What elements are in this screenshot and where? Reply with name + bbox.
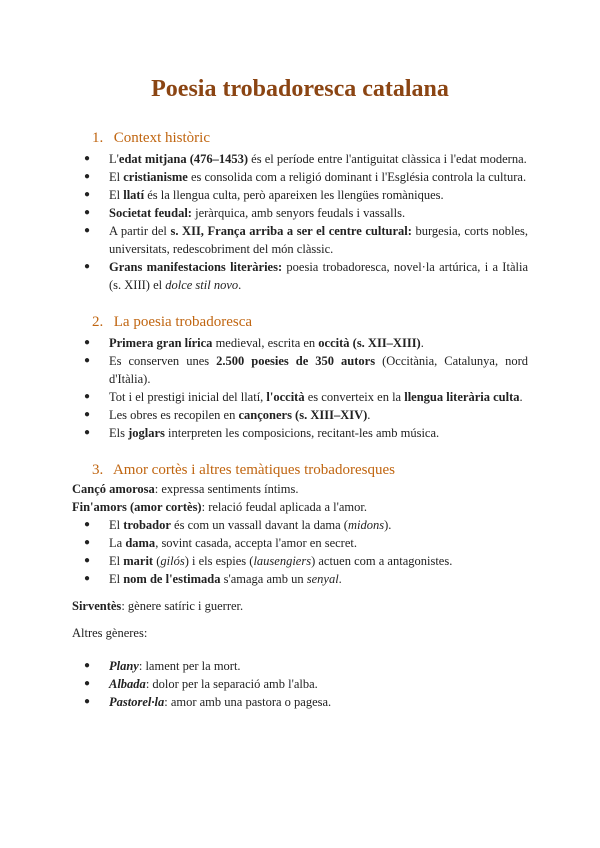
section-title: Amor cortès i altres temàtiques trobadoresques (112, 462, 395, 478)
list-item: ● Els joglars interpreten les composicions, recitant-les amb música. (84, 426, 440, 440)
section-title: La poesia trobadoresca (113, 314, 253, 330)
section-number: 3. (92, 462, 104, 478)
list-item: ● La dama, sovint casada, accepta l'amor en secret. (84, 536, 357, 550)
bullet-icon: ● (84, 225, 91, 236)
list-item: ● El cristianisme es consolida com a religió dominant i l'Església controla la cultura. (84, 170, 527, 184)
bullet-icon: ● (84, 555, 91, 566)
bullet-icon: ● (84, 519, 91, 530)
other-genres-label: Altres gèneres: (72, 626, 148, 640)
canco-paragraph: Cançó amorosa: expressa sentiments íntims. (72, 482, 299, 496)
section-heading-poetry (72, 312, 528, 332)
section-heading-courtly-love (72, 460, 528, 480)
list-item: ● L'edat mitjana (476–1453) és el període entre l'antiguitat clàssica i l'edat moderna. (84, 152, 527, 166)
list-item: ● Tot i el prestigi inicial del llatí, l'occità es converteix en la llengua literària culta. (84, 390, 523, 404)
section-title: Context històric (113, 130, 210, 146)
bullet-icon: ● (84, 409, 91, 420)
bullet-icon: ● (84, 427, 91, 438)
sirventes-paragraph: Sirventès: gènere satíric i guerrer. (72, 599, 244, 613)
bullet-icon: ● (84, 189, 91, 200)
bullet-icon: ● (84, 355, 91, 366)
list-item: ● Pastorel·la: amor amb una pastora o pagesa. (84, 695, 332, 709)
bullet-icon: ● (84, 153, 91, 164)
bullet-icon: ● (84, 537, 91, 548)
bullet-icon: ● (84, 207, 91, 218)
courtly-love-list (72, 516, 528, 588)
list-item: ● Societat feudal: jeràrquica, amb senyors feudals i vassalls. (84, 206, 406, 220)
bullet-icon: ● (84, 660, 91, 671)
list-item: ● El trobador és com un vassall davant la dama (midons). (84, 518, 392, 532)
bullet-icon: ● (84, 171, 91, 182)
list-item: ● Primera gran lírica medieval, escrita en occità (s. XII–XIII). (84, 336, 424, 350)
bullet-icon: ● (84, 337, 91, 348)
bullet-icon: ● (84, 678, 91, 689)
page-title: Poesia trobadoresca catalana (151, 76, 449, 102)
bullet-icon: ● (84, 261, 91, 272)
section-number: 2. (92, 314, 104, 330)
list-item: ● El marit (gilós) i els espies (lausengiers) actuen com a antagonistes. (84, 554, 453, 568)
bullet-icon: ● (84, 391, 91, 402)
section-number: 1. (92, 130, 104, 146)
list-item: ● Albada: dolor per la separació amb l'alba. (84, 677, 318, 691)
section-heading-context (72, 128, 528, 148)
genres-list (72, 657, 528, 711)
list-item: ● Les obres es recopilen en cançoners (s. XIII–XIV). (84, 408, 371, 422)
poetry-list (72, 334, 528, 442)
bullet-icon: ● (84, 696, 91, 707)
list-item: ● Grans manifestacions literàries: poesia trobadoresca, novel·la artúrica, i a Itàlia (s. XIII) el dolce stil novo. (84, 260, 528, 292)
context-list (72, 150, 528, 294)
list-item: ● El nom de l'estimada s'amaga amb un senyal. (84, 572, 342, 586)
list-item: ● Plany: lament per la mort. (84, 659, 241, 673)
list-item: ● Es conserven unes 2.500 poesies de 350 autors (Occitània, Catalunya, nord d'Itàlia). (84, 354, 528, 386)
list-item: ● El llatí és la llengua culta, però apareixen les llengües romàniques. (84, 188, 444, 202)
finamors-paragraph: Fin'amors (amor cortès): relació feudal aplicada a l'amor. (72, 500, 367, 514)
list-item: ● A partir del s. XII, França arriba a ser el centre cultural: burgesia, corts nobles, universitats, redescobriment del món clàssic. (84, 224, 528, 256)
bullet-icon: ● (84, 573, 91, 584)
